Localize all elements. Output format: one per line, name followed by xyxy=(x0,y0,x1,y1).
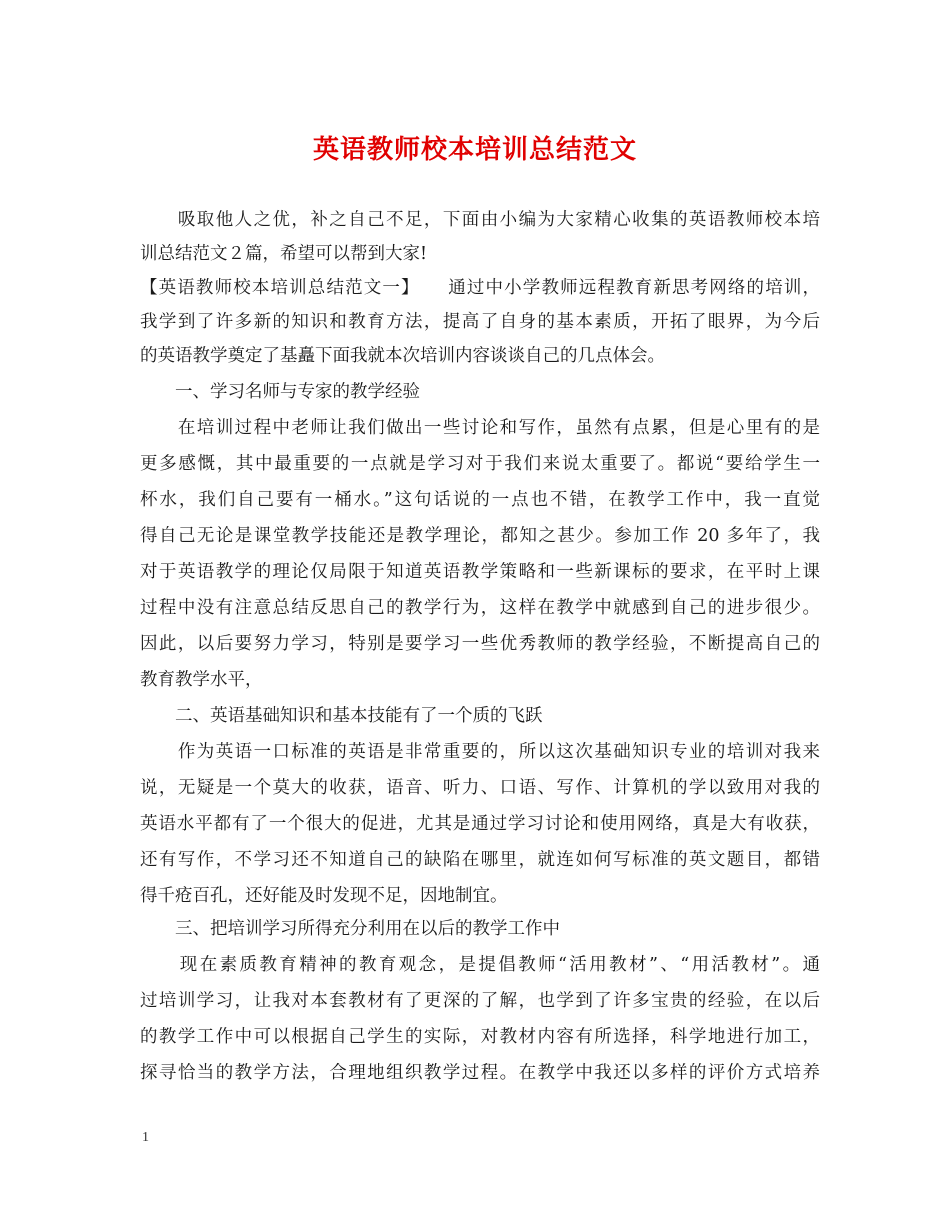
body-line: 说，无疑是一个莫大的收获，语音、听力、口语、写作、计算机的学以致用对我的 xyxy=(140,778,820,798)
body-line: 对于英语教学的理论仅局限于知道英语教学策略和一些新课标的要求，在平时上课 xyxy=(140,562,820,582)
body-line: 的教学工作中可以根据自己学生的实际，对教材内容有所选择，科学地进行加工， xyxy=(140,1027,820,1047)
body-line: 教育教学水平， xyxy=(140,670,263,690)
document-title: 英语教师校本培训总结范文 xyxy=(312,135,637,165)
body-line: 探寻恰当的教学方法，合理地组织教学过程。在教学中我还以多样的评价方式培养 xyxy=(140,1063,820,1083)
body-line: 英语水平都有了一个很大的促进，尤其是通过学习讨论和使用网络，真是大有收获， xyxy=(140,814,820,834)
body-line: 得自己无论是课堂教学技能还是教学理论，都知之甚少。参加工作 20 多年了，我 xyxy=(140,526,820,546)
body-line: 杯水，我们自己要有一桶水。”这句话说的一点也不错，在教学工作中，我一直觉 xyxy=(140,490,820,510)
body-line: 【英语教师校本培训总结范文一】 通过中小学教师远程教育新思考网络的培训， xyxy=(140,278,820,298)
body-line: 吸取他人之优，补之自己不足，下面由小编为大家精心收集的英语教师校本培 xyxy=(140,210,820,230)
body-line: 我学到了许多新的知识和教育方法，提高了自身的基本素质，开拓了眼界，为今后 xyxy=(140,312,820,332)
section-heading: 三、把培训学习所得充分利用在以后的教学工作中 xyxy=(140,919,560,939)
body-line: 过程中没有注意总结反思自己的教学行为，这样在教学中就感到自己的进步很少。 xyxy=(140,598,820,618)
section-heading: 二、英语基础知识和基本技能有了一个质的飞跃 xyxy=(140,706,543,726)
body-line: 过培训学习，让我对本套教材有了更深的了解，也学到了许多宝贵的经验，在以后 xyxy=(140,991,820,1011)
body-line: 现在素质教育精神的教育观念，是提倡教师“活用教材”、“用活教材”。通 xyxy=(140,955,820,975)
body-line: 还有写作，不学习还不知道自己的缺陷在哪里，就连如何写标准的英文题目，都错 xyxy=(140,850,820,870)
body-line: 因此，以后要努力学习，特别是要学习一些优秀教师的教学经验，不断提高自己的 xyxy=(140,634,820,654)
body-line: 训总结范文２篇，希望可以帮到大家! xyxy=(140,244,428,264)
page-number: 1 xyxy=(142,1130,149,1145)
body-line: 得千疮百孔，还好能及时发现不足，因地制宜。 xyxy=(140,886,508,906)
body-line: 的英语教学奠定了基矗下面我就本次培训内容谈谈自己的几点体会。 xyxy=(140,346,665,366)
body-line: 作为英语一口标准的英语是非常重要的，所以这次基础知识专业的培训对我来 xyxy=(140,742,820,762)
section-heading: 一、学习名师与专家的教学经验 xyxy=(140,382,420,402)
body-line: 在培训过程中老师让我们做出一些讨论和写作，虽然有点累，但是心里有的是 xyxy=(140,418,820,438)
body-line: 更多感慨，其中最重要的一点就是学习对于我们来说太重要了。都说“要给学生一 xyxy=(140,454,820,474)
